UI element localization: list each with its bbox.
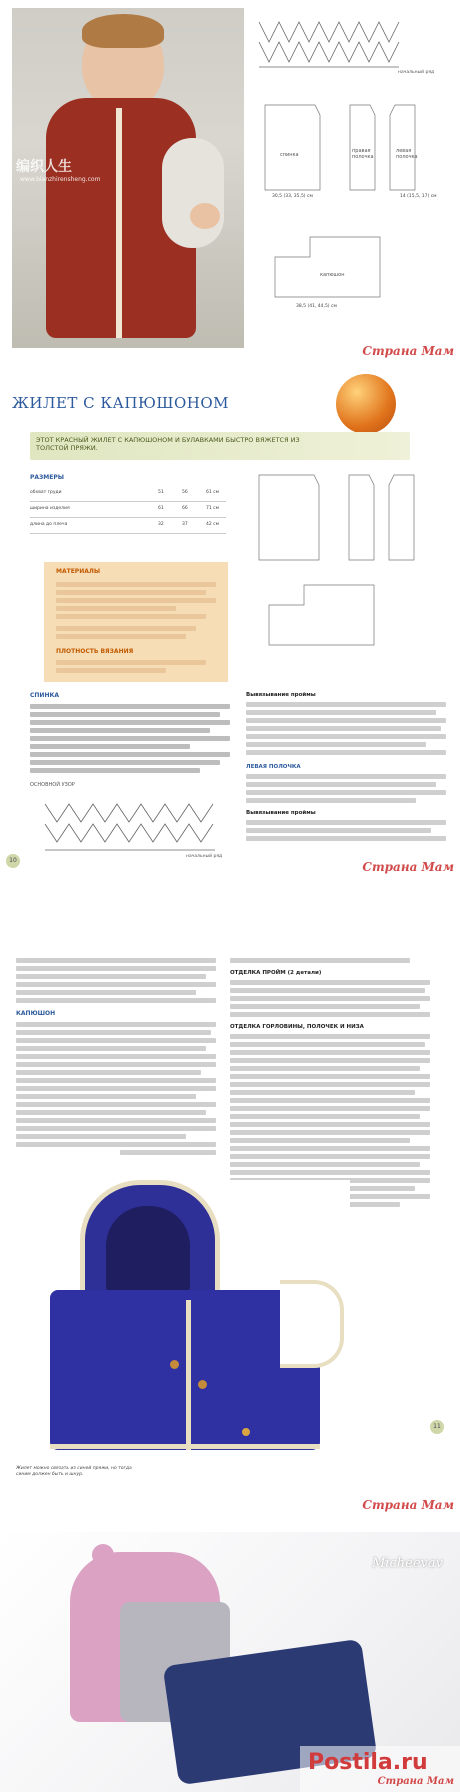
text-line [246,820,446,825]
text-line [230,1122,430,1127]
photo-caption: Жилет можно связать из синей пряжи, но тогда синим должен быть и шнур. [16,1466,132,1477]
text-line [246,828,431,833]
left-front-label: левая полочка [396,148,418,160]
text-line [56,614,206,619]
text-line [230,1042,425,1047]
left-front-title: ЛЕВАЯ ПОЛОЧКА [246,764,301,770]
text-line [230,1082,430,1087]
text-line [56,668,166,673]
text-line [246,782,436,787]
back-width: 30,5 (33, 35,5) см [272,194,313,199]
text-line [230,1012,430,1017]
text-line [230,1074,430,1079]
size-row-label: обхват груди [30,490,62,495]
hood-schema [270,232,390,302]
text-line [16,1030,211,1035]
subtitle: ЭТОТ КРАСНЫЙ ЖИЛЕТ С КАПЮШОНОМ И БУЛАВКАМИ БЫСТРО ВЯЖЕТСЯ ИЗ ТОЛСТОЙ ПРЯЖИ. [36,436,300,452]
text-line [230,1050,430,1055]
text-line [246,718,446,723]
pink-ears [92,1544,114,1566]
neck-title: ОТДЕЛКА ГОРЛОВИНЫ, ПОЛОЧЕК И НИЗА [230,1024,364,1030]
text-line [246,710,436,715]
text-line [230,1154,430,1159]
text-line [16,990,196,995]
wooden-button [198,1380,207,1389]
text-line [56,606,176,611]
armhole-title: Вывязывание проймы [246,692,316,698]
page-number-10: 10 [6,854,20,868]
front-width: 14 (15,5, 17) см [400,194,437,199]
stitch-diagram-top [254,12,404,72]
start-row-label-2: начальный ряд [186,854,223,859]
text-line [16,1142,216,1147]
text-line [246,702,446,707]
stitch-diagram-bottom [40,794,223,859]
child-hair [82,14,164,48]
sizes-title: РАЗМЕРЫ [30,474,64,481]
drawstring-bead [242,1428,250,1436]
text-line [30,768,200,773]
text-line [230,1034,430,1039]
armhole-title-2: Вывязывание проймы [246,810,316,816]
text-line [16,958,216,963]
text-line [16,998,216,1003]
micheevav-watermark: Micheevav [372,1556,443,1571]
size-row [30,486,226,502]
text-line [16,1102,216,1107]
text-line [56,626,196,631]
density-title: ПЛОТНОСТЬ ВЯЗАНИЯ [56,648,134,655]
brand-watermark-3: Страна Мам [362,1498,454,1512]
text-line [16,1078,216,1083]
text-line [30,752,230,757]
text-line [120,1150,216,1155]
size-row [30,502,226,518]
text-line [230,1098,430,1103]
text-line [56,582,216,587]
size-row-v2: 37 [182,522,188,527]
text-line [230,1162,420,1167]
text-line [246,750,446,755]
page-title: ЖИЛЕТ С КАПЮШОНОМ [12,394,230,412]
hood-schema-2 [264,580,384,650]
text-line [16,1086,216,1091]
brand-watermark-4: Страна Мам [377,1776,454,1787]
text-line [30,728,210,733]
section-1 [0,0,460,360]
right-front-label: правая полочка [352,148,374,160]
text-line [16,1046,206,1051]
size-row-v3: 71 см [206,506,220,511]
watermark-cn: 编织人生 [16,159,72,175]
blue-vest-armhole [280,1280,344,1368]
blue-vest-front-trim [186,1300,191,1450]
text-line [30,712,220,717]
vest-trim [116,108,122,338]
size-row-v2: 66 [182,506,188,511]
text-line [246,726,441,731]
hand [190,203,220,229]
text-line [230,1114,420,1119]
size-row-v1: 51 [158,490,164,495]
pattern-title: ОСНОВНОЙ УЗОР [30,782,75,788]
text-line [16,1062,216,1067]
text-line [230,1146,430,1151]
text-line [246,742,426,747]
balloon-illustration [336,374,396,434]
size-row-v3: 61 см [206,490,220,495]
postila-footer: Postila.ru [308,1750,428,1775]
text-line [230,1170,430,1175]
sizes-table [30,486,226,534]
text-line [56,660,206,665]
text-line [30,704,230,709]
text-line [230,1138,410,1143]
wooden-button [170,1360,179,1369]
text-line [230,1106,430,1111]
text-line [56,634,186,639]
text-line [246,774,446,779]
text-line [230,1090,415,1095]
text-line [16,1118,216,1123]
size-row-v1: 61 [158,506,164,511]
text-line [230,1066,420,1071]
text-line [246,790,446,795]
text-line [230,1130,430,1135]
text-line [16,982,216,987]
text-line [30,760,220,765]
text-line [16,1110,206,1115]
size-row-v2: 56 [182,490,188,495]
text-line [230,1004,420,1009]
text-line [56,598,216,603]
trim-title: ОТДЕЛКА ПРОЙМ (2 детали) [230,970,322,976]
hood-width: 38,5 (41, 44,5) см [296,304,337,309]
text-line [246,836,446,841]
text-line [230,1058,430,1063]
size-row [30,518,226,534]
page-number-11: 11 [430,1420,444,1434]
text-line [16,974,206,979]
back-title: СПИНКА [30,692,60,699]
text-line [230,980,430,985]
text-line [246,734,446,739]
back-label: спинка [280,152,299,158]
text-line [16,1126,216,1131]
size-row-v3: 42 см [206,522,220,527]
brand-watermark-1: Страна Мам [362,344,454,358]
section-4-photo [0,1532,460,1792]
text-line [56,590,206,595]
size-row-v1: 32 [158,522,164,527]
text-line [16,1134,186,1139]
size-row-label: ширина изделия [30,506,70,511]
text-line [16,1094,196,1099]
blue-vest-photo [10,1180,350,1460]
sleeve [162,138,224,248]
text-line [16,1022,216,1027]
blue-vest-hood-inner [106,1206,190,1296]
hood-title: КАПЮШОН [16,1010,56,1017]
text-line [16,1070,201,1075]
text-line [30,736,230,741]
text-line [230,996,430,1001]
back-schema-2 [254,470,454,570]
text-line [16,1038,216,1043]
text-line [230,988,425,993]
section-3 [0,950,460,1525]
text-line [230,958,410,963]
text-line [30,720,230,725]
brand-watermark-2: Страна Мам [362,860,454,874]
watermark-url: www.bianzhirensheng.com [20,176,101,183]
start-row-label-1: начальный ряд [398,70,435,75]
size-row-label: длина до плеча [30,522,68,527]
materials-title: МАТЕРИАЛЫ [56,568,101,575]
text-line [30,744,190,749]
hood-label: капюшон [320,272,345,278]
text-line [16,1054,216,1059]
toddler-photo [12,8,244,348]
text-line [246,798,416,803]
section-2 [0,370,460,940]
text-line [16,966,216,971]
blue-vest-bottom-trim [50,1444,320,1449]
